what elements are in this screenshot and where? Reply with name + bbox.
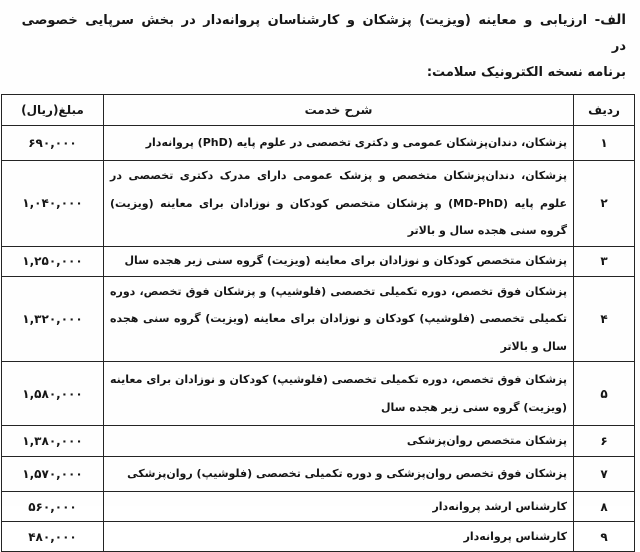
row-no-cell: ۳: [574, 246, 635, 276]
table-header-row: [2, 95, 635, 126]
amount-cell: ۱,۵۸۰,۰۰۰: [2, 362, 104, 426]
section-heading-line2: برنامه نسخه الکترونیک سلامت:: [426, 65, 626, 80]
amount-cell: ۱,۳۲۰,۰۰۰: [2, 276, 104, 362]
table-row: [2, 492, 635, 522]
table-row: [2, 522, 635, 552]
row-no-cell: ۸: [574, 492, 635, 522]
table-row: [2, 457, 635, 492]
table-row: [2, 276, 635, 362]
row-no-cell: ۴: [574, 276, 635, 362]
row-no-cell: ۲: [574, 161, 635, 247]
amount-cell: ۱,۲۵۰,۰۰۰: [2, 246, 104, 276]
table-row: [2, 126, 635, 161]
col-header-amount: مبلغ(ریال): [2, 95, 104, 126]
amount-cell: ۴۸۰,۰۰۰: [2, 522, 104, 552]
table-row: [2, 362, 635, 426]
tariff-table: [1, 94, 635, 552]
col-header-row-no: ردیف: [574, 95, 635, 126]
service-cell: پزشکان فوق تخصص، دوره تکمیلی تخصصی (فلوشیپ) و پزشکان فوق تخصص، دوره تکمیلی تخصصی (فلوشیپ) کودکان و نوزادان برای معاینه (ویزیت) گروه سنی هجده سال و بالاتر: [104, 276, 574, 362]
row-no-cell: ۹: [574, 522, 635, 552]
service-cell: کارشناس ارشد پروانه‌دار: [104, 492, 574, 522]
service-cell: پزشکان متخصص کودکان و نوزادان برای معاینه (ویزیت) گروه سنی زیر هجده سال: [104, 246, 574, 276]
amount-cell: ۱,۰۴۰,۰۰۰: [2, 161, 104, 247]
service-cell: پزشکان فوق تخصص روان‌پزشکی و دوره تکمیلی تخصصی (فلوشیپ) روان‌پزشکی: [104, 457, 574, 492]
row-no-cell: ۷: [574, 457, 635, 492]
service-cell: پزشکان، دندان‌پزشکان متخصص و پزشک عمومی دارای مدرک دکتری تخصصی در علوم پایه (MD-PhD) و پزشکان متخصص کودکان و نوزادان برای معاینه (ویزیت) گروه سنی هجده سال و بالاتر: [104, 161, 574, 247]
service-cell: پزشکان متخصص روان‌پزشکی: [104, 426, 574, 457]
table-row: [2, 246, 635, 276]
table-row: [2, 161, 635, 247]
section-heading-line1: [8, 7, 626, 60]
service-cell: پزشکان، دندان‌پزشکان عمومی و دکتری تخصصی در علوم پایه (PhD) پروانه‌دار: [104, 126, 574, 161]
row-no-cell: ۱: [574, 126, 635, 161]
table-row: [2, 426, 635, 457]
amount-cell: ۶۹۰,۰۰۰: [2, 126, 104, 161]
amount-cell: ۱,۵۷۰,۰۰۰: [2, 457, 104, 492]
row-no-cell: ۵: [574, 362, 635, 426]
section-heading-text: ارزیابی و معاینه (ویزیت) پزشکان و کارشناسان پروانه‌دار در بخش سرپایی خصوصی در: [21, 13, 626, 54]
section-label: الف-: [594, 12, 626, 28]
row-no-cell: ۶: [574, 426, 635, 457]
section-heading: [0, 0, 640, 86]
amount-cell: ۵۶۰,۰۰۰: [2, 492, 104, 522]
amount-cell: ۱,۳۸۰,۰۰۰: [2, 426, 104, 457]
service-cell: کارشناس پروانه‌دار: [104, 522, 574, 552]
col-header-service: شرح خدمت: [104, 95, 574, 126]
service-cell: پزشکان فوق تخصص، دوره تکمیلی تخصصی (فلوشیپ) کودکان و نوزادان برای معاینه (ویزیت) گروه سنی زیر هجده سال: [104, 362, 574, 426]
